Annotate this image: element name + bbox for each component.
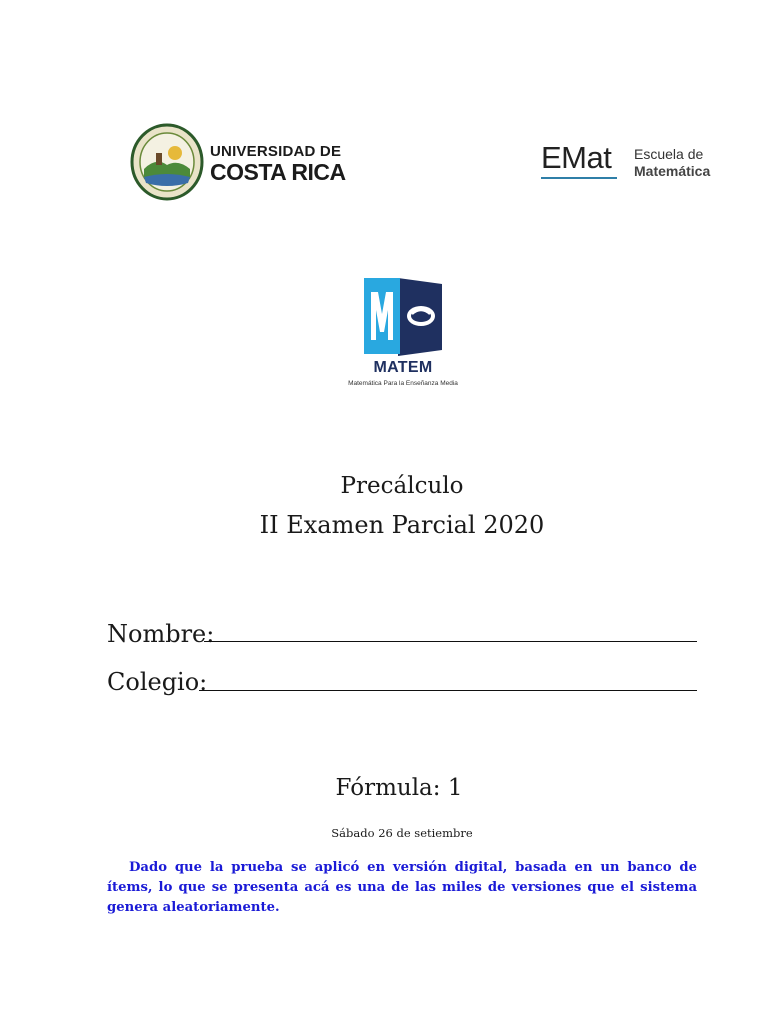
emat-school bbox=[634, 146, 710, 180]
matem-logo-icon bbox=[362, 276, 444, 356]
digital-version-note: Dado que la prueba se aplicó en versión digital, basada en un banco de ítems, lo que se presenta acá es una de las miles de versiones que el sistema genera aleatoriamente. bbox=[107, 860, 697, 915]
colegio-blank-line bbox=[199, 690, 697, 691]
formula-number: Fórmula: 1 bbox=[335, 775, 463, 801]
matem-name: MATEM bbox=[373, 359, 433, 376]
emat-school-line1: Escuela de bbox=[634, 146, 704, 162]
matem-tagline: Matemática Para la Enseñanza Media bbox=[348, 380, 458, 387]
nombre-blank-line bbox=[204, 641, 697, 642]
emat-mark: EMat bbox=[541, 140, 612, 175]
ucr-seal-logo bbox=[130, 123, 204, 201]
ucr-wordmark bbox=[210, 143, 346, 184]
exam-date: Sábado 26 de setiembre bbox=[331, 826, 473, 840]
nombre-label: Nombre: bbox=[107, 620, 215, 648]
ucr-line1: UNIVERSIDAD DE bbox=[210, 143, 342, 160]
colegio-label: Colegio: bbox=[107, 668, 208, 696]
ucr-line2: COSTA RICA bbox=[210, 159, 346, 185]
exam-title: II Examen Parcial 2020 bbox=[259, 511, 545, 539]
course-title: Precálculo bbox=[340, 473, 464, 499]
emat-school-line2: Matemática bbox=[634, 163, 711, 179]
emat-underline bbox=[541, 177, 617, 179]
